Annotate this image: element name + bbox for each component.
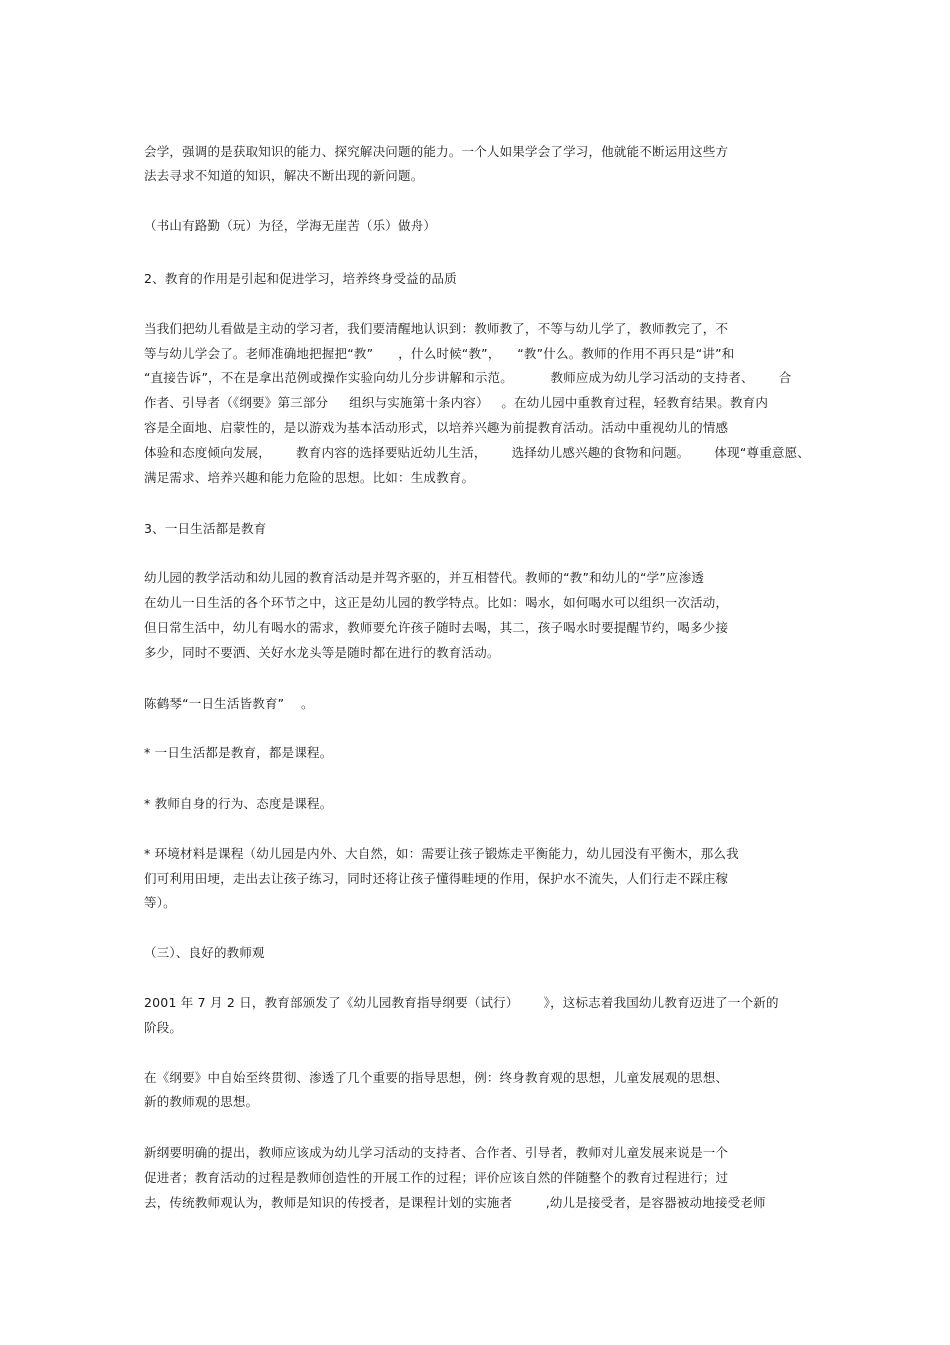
paragraph-line: 2001 年 7 月 2 日，教育部颁发了《幼儿园教育指导纲要（试行） 》，这标志着我国幼儿教育迈进了一个新的	[144, 995, 779, 1010]
bullet-item-continued: 们可利用田埂，走出去让孩子练习，同时还将让孩子懂得畦埂的作用，保护水不流失，人们行走不踩庄稼	[144, 871, 729, 886]
paragraph-line: 体验和态度倾向发展， 教育内容的选择要贴近幼儿生活， 选择幼儿感兴趣的食物和问题。 体现“尊重意愿、	[144, 445, 810, 460]
quote-line: 陈鹤琴“一日生活皆教育” 。	[144, 696, 314, 711]
paragraph-line: 在《纲要》中自始至终贯彻、渗透了几个重要的指导思想，例：终身教育观的思想，儿童发展观的思想、	[144, 1070, 729, 1085]
bullet-item: * 一日生活都是教育，都是课程。	[144, 745, 333, 760]
paragraph-line: 法去寻求不知道的知识，解决不断出现的新问题。	[144, 168, 424, 183]
paragraph-line: 在幼儿一日生活的各个环节之中，这正是幼儿园的教学特点。比如：喝水，如何喝水可以组织一次活动，	[144, 595, 729, 610]
paragraph-line: 作者、引导者（《纲要》第三部分 组织与实施第十条内容） 。在幼儿园中重教育过程，轻教育结果。教育内	[144, 395, 769, 410]
quote-line: （书山有路勤（玩）为径，学海无崖苦（乐）做舟）	[144, 218, 437, 233]
paragraph-line: 多少，同时不要洒、关好水龙头等是随时都在进行的教育活动。	[144, 645, 500, 660]
paragraph-line: 去，传统教师观认为，教师是知识的传授者，是课程计划的实施者 ,幼儿是接受者，是容器被动地接受老师	[144, 1195, 766, 1210]
paragraph-line: 但日常生活中，幼儿有喝水的需求，教师要允许孩子随时去喝，其二，孩子喝水时要提醒节约，喝多少接	[144, 620, 729, 635]
paragraph-line: 幼儿园的教学活动和幼儿园的教育活动是并驾齐驱的，并互相替代。教师的“教”和幼儿的“学”应渗透	[144, 570, 705, 585]
paragraph-line: 当我们把幼儿看做是主动的学习者，我们要清醒地认识到：教师教了，不等与幼儿学了，教师教完了，不	[144, 321, 729, 336]
paragraph-line: 等与幼儿学会了。老师准确地把握把“教” ，什么时候“教”， “教”什么。教师的作用不再只是“讲”和	[144, 346, 735, 361]
paragraph-line: 会学，强调的是获取知识的能力、探究解决问题的能力。一个人如果学会了学习，他就能不断运用这些方	[144, 144, 729, 159]
section-heading: 2、教育的作用是引起和促进学习，培养终身受益的品质	[144, 271, 457, 286]
section-heading: （三）、良好的教师观	[144, 945, 265, 960]
paragraph-line: “直接告诉”，不在是拿出范例或操作实验向幼儿分步讲解和示范。 教师应成为幼儿学习活动的支持者、 合	[144, 370, 792, 385]
paragraph-line: 满足需求、培养兴趣和能力危险的思想。比如：生成教育。	[144, 470, 475, 485]
bullet-item: * 环境材料是课程（幼儿园是内外、大自然，如：需要让孩子锻炼走平衡能力，幼儿园没有平衡木，那么我	[144, 846, 739, 861]
section-heading: 3、一日生活都是教育	[144, 521, 267, 536]
paragraph-line: 新的教师观的思想。	[144, 1094, 259, 1109]
bullet-item: * 教师自身的行为、态度是课程。	[144, 796, 333, 811]
paragraph-line: 新纲要明确的提出，教师应该成为幼儿学习活动的支持者、合作者、引导者，教师对儿童发展来说是一个	[144, 1145, 729, 1160]
bullet-item-continued: 等）。	[144, 895, 176, 910]
paragraph-line: 促进者；教育活动的过程是教师创造性的开展工作的过程；评价应该自然的伴随整个的教育过程进行；过	[144, 1170, 729, 1185]
paragraph-line: 阶段。	[144, 1020, 183, 1035]
paragraph-line: 容是全面地、启蒙性的，是以游戏为基本活动形式，以培养兴趣为前提教育活动。活动中重视幼儿的情感	[144, 420, 729, 435]
